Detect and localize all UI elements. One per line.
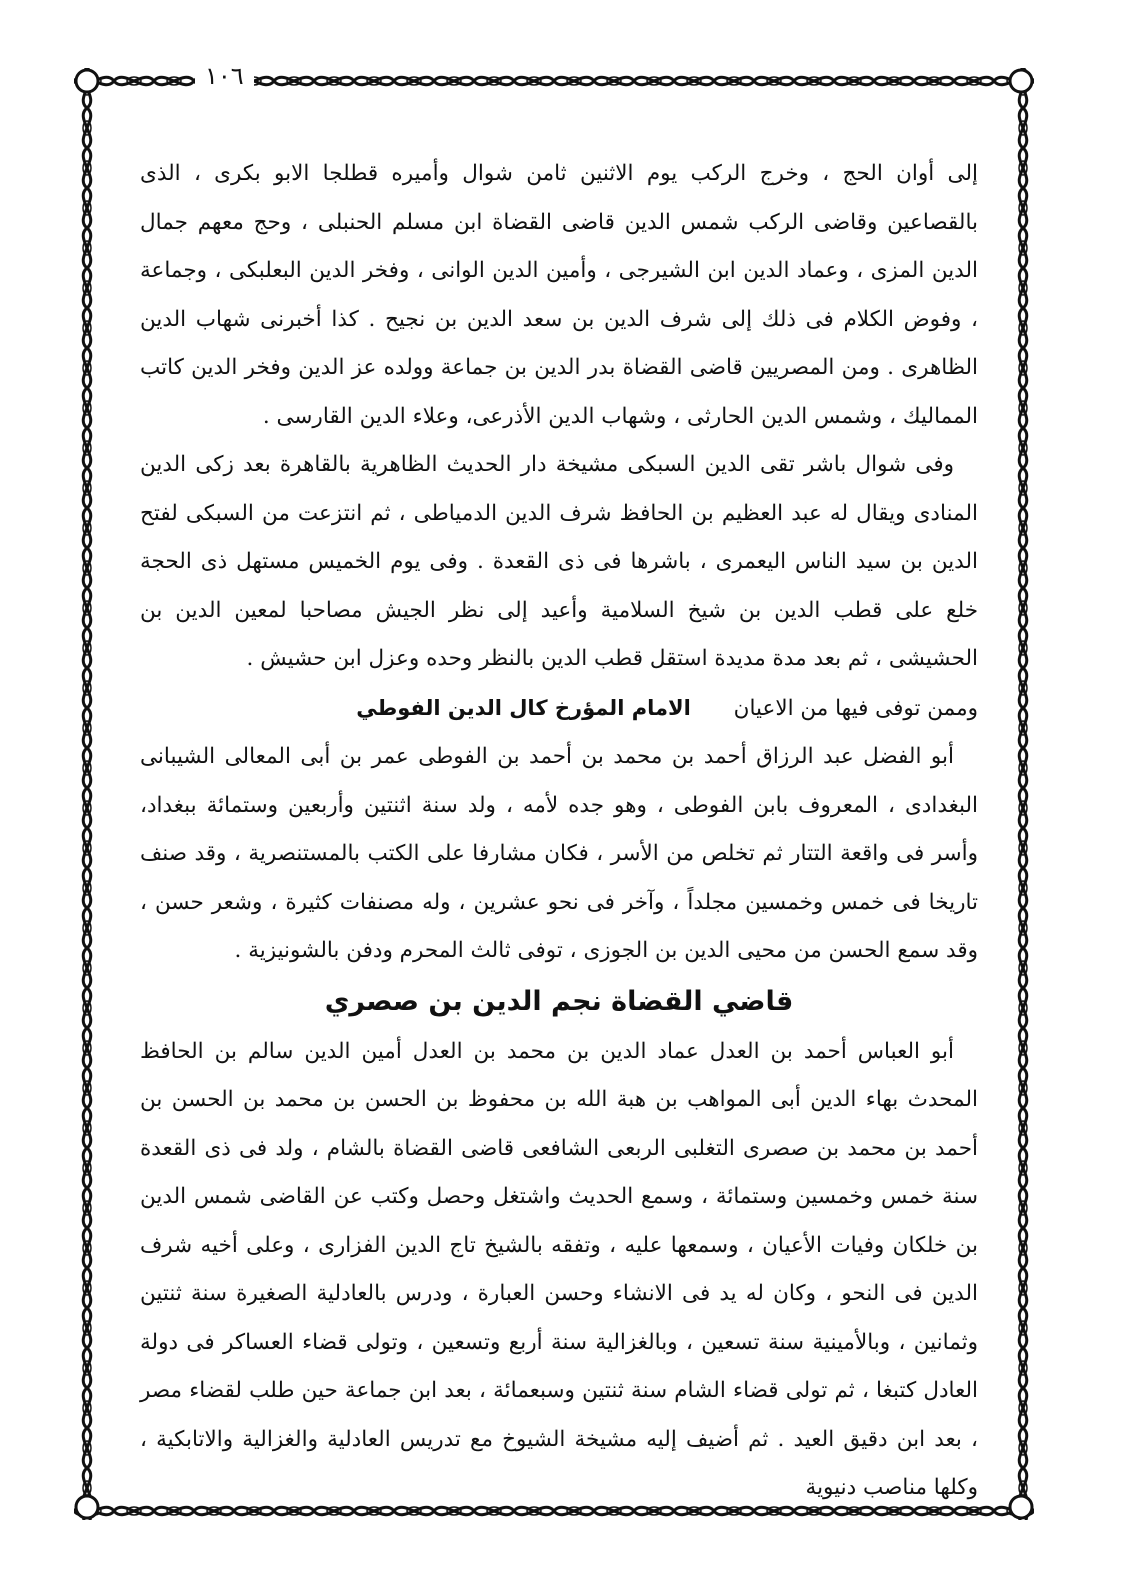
page-text: [140, 150, 978, 1500]
biography-ibn-sasra: أبو العباس أحمد بن العدل عماد الدين بن محمد بن العدل أمين الدين سالم بن الحافظ المحدث بهاء الدين أبى المواهب بن هبة الله بن محفوظ بن الحسن بن محمد بن الحسن بن أحمد بن محمد بن صصرى التغلبى الربعى الشافعى قاضى القضاة بالشام ، ولد فى ذى القعدة سنة خمس وخمسين وستمائة ، وسمع الحديث واشتغل وحصل وكتب عن القاضى شمس الدين بن خلكان وفيات الأعيان ، وسمعها عليه ، وتفقه بالشيخ تاج الدين الفزارى ، وعلى أخيه شرف الدين فى النحو ، وكان له يد فى الانشاء وحسن العبارة ، ودرس بالعادلية الصغيرة سنة ثنتين وثمانين ، وبالأمينية سنة تسعين ، وبالغزالية سنة أربع وتسعين ، وتولى قضاء العساكر فى دولة العادل كتبغا ، ثم تولى قضاء الشام سنة ثنتين وسبعمائة ، بعد ابن جماعة حين طلب لقضاء مصر ، بعد ابن دقيق العيد . ثم أضيف إليه مشيخة الشيوخ مع تدريس العادلية والغزالية والاتابكية ، وكلها مناصب دنيوية: [140, 1038, 978, 1500]
obituaries-line: [140, 684, 978, 734]
subject-name-fuwati: الامام المؤرخ كال الدين الفوطي: [356, 695, 691, 720]
page-number: ١٠٦: [195, 62, 254, 90]
section-heading-ibn-sasra: قاضي القضاة نجم الدين بن صصري: [324, 985, 794, 1017]
biography-fuwati: أبو الفضل عبد الرزاق أحمد بن محمد بن أحمد بن الفوطى عمر بن أبى المعالى الشيبانى البغدادى ، المعروف بابن الفوطى ، وهو جده لأمه ، ولد سنة اثنتين وأربعين وستمائة ببغداد، وأسر فى واقعة التتار ثم تخلص من الأسر ، فكان مشارفا على الكتب بالمستنصرية ، وقد صنف تاريخا فى خمس وخمسين مجلداً ، وآخر فى نحو عشرين ، وله مصنفات كثيرة ، وشعر حسن ، وقد سمع الحسن من محيى الدين بن الجوزى ، توفى ثالث المحرم ودفن بالشونيزية .: [140, 744, 978, 963]
paragraph-shawwal: وفى شوال باشر تقى الدين السبكى مشيخة دار الحديث الظاهرية بالقاهرة بعد زكى الدين المنادى ويقال له عبد العظيم بن الحافظ شرف الدين الدمياطى ، ثم انتزعت من السبكى لفتح الدين بن سيد الناس اليعمرى ، باشرها فى ذى القعدة . وفى يوم الخميس مستهل ذى الحجة خلع على قطب الدين بن شيخ السلامية وأعيد إلى نظر الجيش مصاحبا لمعين الدين بن الحشيشى ، ثم بعد مدة مديدة استقل قطب الدين بالنظر وحده وعزل ابن حشيش .: [140, 452, 978, 671]
paragraph-hajj: إلى أوان الحج ، وخرج الركب يوم الاثنين ثامن شوال وأميره قطلجا الابو بكرى ، الذى بالقصاعين وقاضى الركب شمس الدين قاضى القضاة ابن مسلم الحنبلى ، وحج معهم جمال الدين المزى ، وعماد الدين ابن الشيرجى ، وأمين الدين الوانى ، وفخر الدين البعلبكى ، وجماعة ، وفوض الكلام فى ذلك إلى شرف الدين بن سعد الدين بن نجيح . كذا أخبرنى شهاب الدين الظاهرى . ومن المصريين قاضى القضاة بدر الدين بن جماعة وولده عز الدين وفخر الدين كاتب المماليك ، وشمس الدين الحارثى ، وشهاب الدين الأذرعى، وعلاء الدين القارسى .: [140, 161, 978, 429]
obituaries-intro: وممن توفى فيها من الاعيان: [733, 695, 978, 721]
